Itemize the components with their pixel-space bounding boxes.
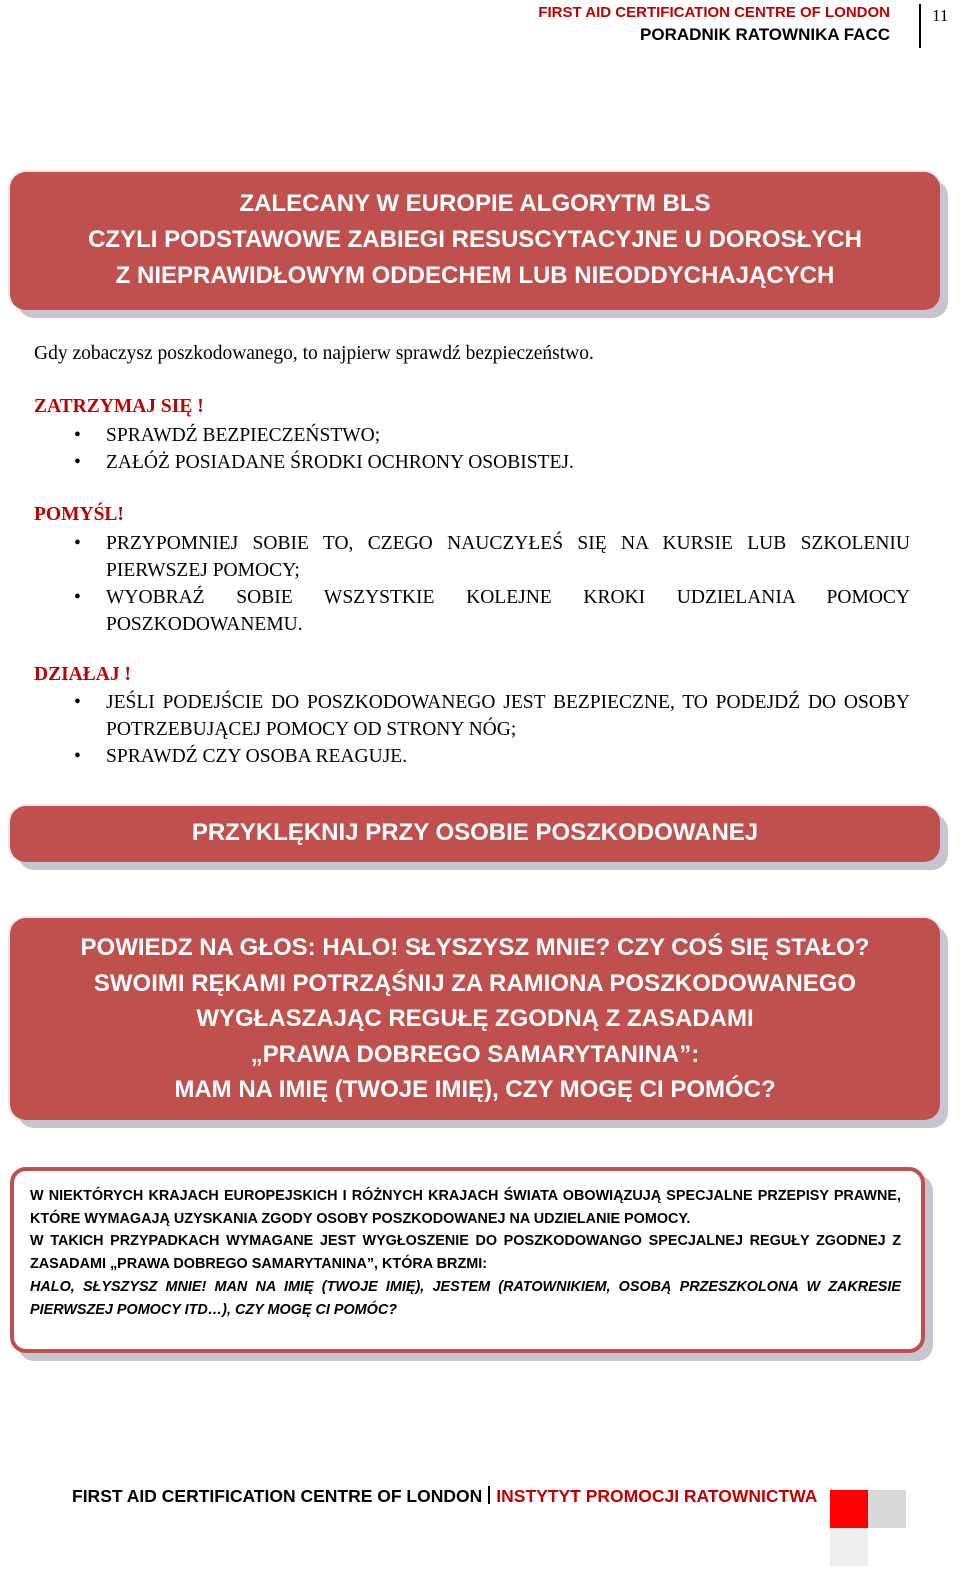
page-header <box>0 0 960 50</box>
header-divider <box>919 4 921 48</box>
bullet-icon: • <box>74 452 81 473</box>
bullet-icon: • <box>74 692 81 713</box>
header-title: PORADNIK RATOWNIKA FACC <box>640 25 890 44</box>
list-item: • PRZYPOMNIEJ SOBIE TO, CZEGO NAUCZYŁEŚ SIĘ NA KURSIE LUB SZKOLENIU PIERWSZEJ POMOCY; <box>34 530 910 584</box>
intro-text: Gdy zobaczysz poszkodowanego, to najpierw sprawdź bezpieczeństwo. <box>34 343 594 364</box>
banner-line: POWIEDZ NA GŁOS: HALO! SŁYSZYSZ MNIE? CZY COŚ SIĘ STAŁO? <box>80 934 870 961</box>
kneel-banner <box>10 806 940 862</box>
list-item: • JEŚLI PODEJŚCIE DO POSZKODOWANEGO JEST BEZPIECZNE, TO PODEJDŹ DO OSOBY POTRZEBUJĄCEJ POMOCY OD STRONY NÓG; <box>34 689 910 743</box>
section-list-think <box>34 530 910 638</box>
section-list-act <box>34 689 910 770</box>
banner-line: ZALECANY W EUROPIE ALGORYTM BLS <box>239 190 711 217</box>
bullet-icon: • <box>74 533 81 554</box>
footer-divider <box>488 1486 490 1504</box>
section-list-stop <box>34 422 910 476</box>
list-item: • WYOBRAŹ SOBIE WSZYSTKIE KOLEJNE KROKI UDZIELANIA POMOCY POSZKODOWANEMU. <box>34 584 910 638</box>
banner-line: MAM NA IMIĘ (TWOJE IMIĘ), CZY MOGĘ CI POMÓC? <box>174 1076 776 1103</box>
bullet-icon: • <box>74 587 81 608</box>
footer-organization: FIRST AID CERTIFICATION CENTRE OF LONDON <box>72 1486 483 1506</box>
banner-line: Z NIEPRAWIDŁOWYM ODDECHEM LUB NIEODDYCHAJĄCYCH <box>115 262 835 289</box>
banner-line: CZYLI PODSTAWOWE ZABIEGI RESUSCYTACYJNE U DOROSŁYCH <box>88 226 862 253</box>
banner-line: SWOIMI RĘKAMI POTRZĄŚNIJ ZA RAMIONA POSZKODOWANEGO <box>93 969 857 997</box>
note-paragraph: W NIEKTÓRYCH KRAJACH EUROPEJSKICH I RÓŻNYCH KRAJACH ŚWIATA OBOWIĄZUJĄ SPECJALNE PRZEPISY PRAWNE, KTÓRE WYMAGAJĄ UZYSKANIA ZGODY OSOBY POSZKODOWANEJ NA UDZIELANIE POMOCY. <box>30 1188 901 1227</box>
banner-line: WYGŁASZAJĄC REGUŁĘ ZGODNĄ Z ZASADAMI <box>196 1005 754 1032</box>
list-item: • SPRAWDŹ CZY OSOBA REAGUJE. <box>34 743 910 770</box>
logo-light-square-icon <box>830 1528 868 1566</box>
section-title-stop: ZATRZYMAJ SIĘ ! <box>34 396 204 417</box>
banner-text: PRZYKLĘKNIJ PRZY OSOBIE POSZKODOWANEJ <box>191 819 759 846</box>
footer-institute: INSTYTYT PROMOCJI RATOWNICTWA <box>496 1486 818 1506</box>
list-item: • ZAŁÓŻ POSIADANE ŚRODKI OCHRONY OSOBISTEJ. <box>34 449 910 476</box>
note-paragraph: W TAKICH PRZYPADKACH WYMAGANE JEST WYGŁOSZENIE DO POSZKODOWANGO SPECJALNEJ REGUŁY ZGODNEJ Z ZASADAMI „PRAWA DOBREGO SAMARYTANINA”, KTÓRA BRZMI: <box>30 1233 901 1273</box>
header-organization: FIRST AID CERTIFICATION CENTRE OF LONDON <box>538 4 890 21</box>
list-item: • SPRAWDŹ BEZPIECZEŃSTWO; <box>34 422 910 449</box>
note-quote: HALO, SŁYSZYSZ MNIE! MAN NA IMIĘ (TWOJE IMIĘ), JESTEM (RATOWNIKIEM, OSOBĄ PRZESZKOLONA W ZAKRESIE PIERWSZEJ POMOCY ITD…), CZY MOGĘ CI POMÓC? <box>30 1278 901 1318</box>
page-number: 11 <box>932 6 949 25</box>
section-title-act: DZIAŁAJ ! <box>34 664 131 685</box>
banner-line: „PRAWA DOBREGO SAMARYTANINA”: <box>250 1040 700 1068</box>
speak-aloud-banner <box>10 918 940 1120</box>
bullet-icon: • <box>74 746 81 767</box>
logo-red-square-icon <box>830 1490 868 1528</box>
page-footer <box>72 1486 817 1507</box>
bullet-icon: • <box>74 425 81 446</box>
section-title-think: POMYŚL! <box>34 504 124 525</box>
algorithm-title-banner <box>10 172 940 310</box>
logo-grey-square-icon <box>868 1490 906 1528</box>
legal-note-box <box>10 1167 925 1353</box>
